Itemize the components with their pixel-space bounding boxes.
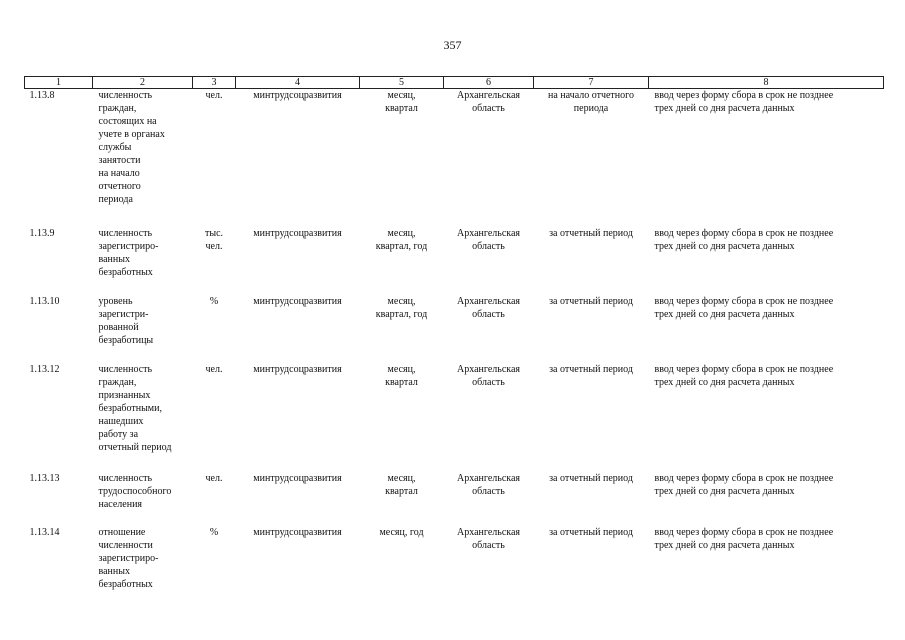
column-header-7: 7 <box>534 77 649 89</box>
territory: Архангельская область <box>456 526 521 551</box>
territory: Архангельская область <box>456 295 521 320</box>
territory: Архангельская область <box>456 472 521 497</box>
responsible-org: минтрудсоцразвития <box>253 526 342 538</box>
indicator-code: 1.13.12 <box>29 363 60 375</box>
responsible-org: минтрудсоцразвития <box>253 472 342 484</box>
table-row <box>25 89 884 227</box>
territory: Архангельская область <box>456 363 521 388</box>
indicator-unit: чел. <box>205 363 223 375</box>
column-header-2: 2 <box>93 77 193 89</box>
periodicity: месяц, квартал <box>385 472 418 497</box>
indicator-code: 1.13.10 <box>29 295 60 307</box>
territory: Архангельская область <box>456 227 521 252</box>
input-method: ввод через форму сбора в срок не позднее трех дней со дня расчета данных <box>654 526 834 551</box>
indicator-name: численность граждан, состоящих на учете в органах службы занятости на начало отчетного периода <box>98 90 165 205</box>
header-row <box>25 77 884 89</box>
responsible-org: минтрудсоцразвития <box>253 363 342 375</box>
reporting-date: за отчетный период <box>549 227 633 239</box>
indicator-name: численность зарегистриро- ванных безработных <box>98 227 159 278</box>
page-number: 357 <box>443 38 462 52</box>
input-method: ввод через форму сбора в срок не позднее трех дней со дня расчета данных <box>654 90 834 114</box>
periodicity: месяц, квартал, год <box>375 227 428 252</box>
responsible-org: минтрудсоцразвития <box>253 295 342 307</box>
indicator-code: 1.13.14 <box>29 526 60 538</box>
indicator-unit: % <box>209 295 219 307</box>
column-header-6: 6 <box>444 77 534 89</box>
reporting-date: за отчетный период <box>549 526 633 538</box>
indicator-name: численность трудоспособного населения <box>98 472 172 510</box>
column-header-1: 1 <box>25 77 93 89</box>
table-row <box>25 472 884 526</box>
indicator-name: уровень зарегистри- рованной безработицы <box>98 295 154 346</box>
input-method: ввод через форму сбора в срок не позднее трех дней со дня расчета данных <box>654 227 834 252</box>
input-method: ввод через форму сбора в срок не позднее трех дней со дня расчета данных <box>654 363 834 388</box>
table-row <box>25 227 884 295</box>
input-method: ввод через форму сбора в срок не позднее трех дней со дня расчета данных <box>654 472 834 497</box>
table-row <box>25 526 884 594</box>
responsible-org: минтрудсоцразвития <box>253 227 342 239</box>
reporting-date: на начало отчетного периода <box>547 90 634 114</box>
reporting-date: за отчетный период <box>549 363 633 375</box>
input-method: ввод через форму сбора в срок не позднее трех дней со дня расчета данных <box>654 295 834 320</box>
column-header-3: 3 <box>193 77 236 89</box>
indicator-code: 1.13.9 <box>29 227 55 239</box>
periodicity: месяц, год <box>379 526 424 538</box>
column-header-8: 8 <box>649 77 884 89</box>
periodicity: месяц, квартал <box>385 90 418 114</box>
indicator-unit: чел. <box>205 90 223 101</box>
indicator-code: 1.13.13 <box>29 472 60 484</box>
column-header-4: 4 <box>236 77 360 89</box>
indicator-unit: чел. <box>205 472 223 484</box>
periodicity: месяц, квартал, год <box>375 295 428 320</box>
indicators-table <box>24 76 884 594</box>
indicator-name: отношение численности зарегистриро- ванных безработных <box>98 526 159 590</box>
indicator-code: 1.13.8 <box>29 90 55 101</box>
table-row <box>25 295 884 363</box>
indicator-name: численность граждан, признанных безработными, нашедших работу за отчетный период <box>98 363 172 453</box>
indicator-unit: тыс. чел. <box>204 227 224 252</box>
table-row <box>25 363 884 472</box>
indicator-unit: % <box>209 526 219 538</box>
column-header-5: 5 <box>360 77 444 89</box>
territory: Архангельская область <box>456 90 521 114</box>
responsible-org: минтрудсоцразвития <box>253 90 342 101</box>
reporting-date: за отчетный период <box>549 295 633 307</box>
periodicity: месяц, квартал <box>385 363 418 388</box>
reporting-date: за отчетный период <box>549 472 633 484</box>
